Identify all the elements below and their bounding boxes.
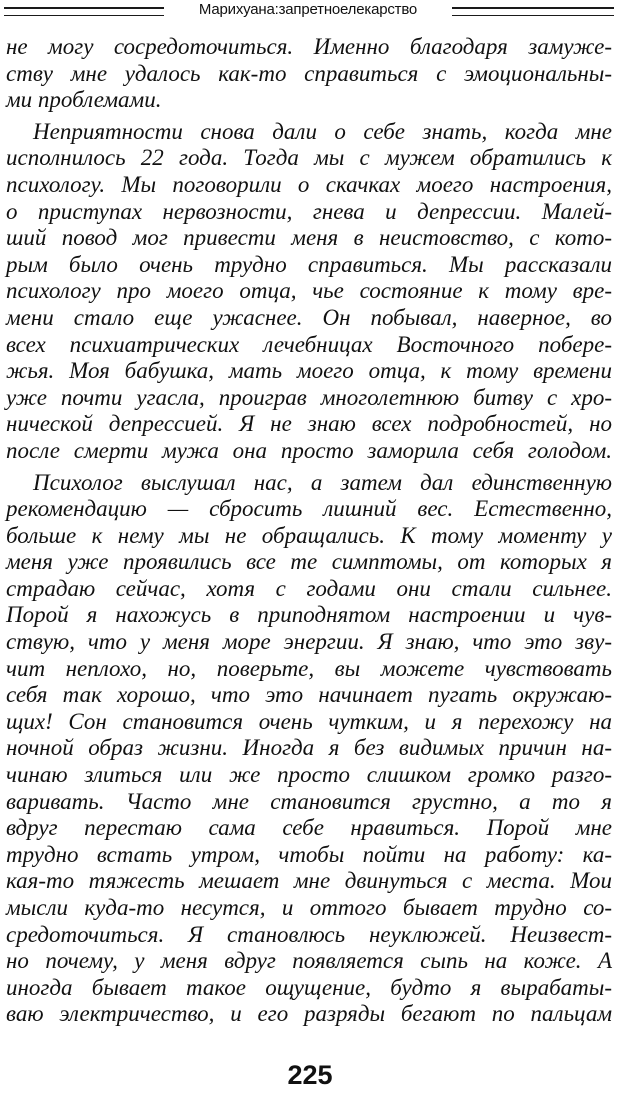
running-title: Марихуана:запретноелекарство	[198, 1, 418, 18]
header-rule-left	[4, 7, 164, 16]
body-text	[6, 34, 612, 1028]
text-line: ству мне удалось как-то справиться с эмоциональны-	[6, 60, 612, 86]
text-line: меня уже проявились все те симптомы, от которых я	[6, 549, 612, 575]
text-line: после смерти мужа она просто заморила себя голодом.	[6, 437, 612, 463]
header-rule-right	[452, 7, 614, 16]
text-line: рекомендацию — сбросить лишний вес. Естественно,	[6, 496, 612, 522]
text-line: мысли куда-то несутся, и оттого бывает трудно со-	[6, 895, 612, 920]
text-line: кая-то тяжесть мешает мне двинуться с места. Мои	[6, 868, 612, 894]
text-line: рым было очень трудно справиться. Мы рассказали	[6, 251, 612, 277]
text-line: больше к нему мы не обращались. К тому моменту у	[6, 522, 612, 548]
text-line: о приступах нервозности, гнева и депрессии. Малей-	[6, 198, 612, 224]
text-line: всех психиатрических лечебницах Восточного побере-	[6, 331, 612, 357]
text-line: чинаю злиться или же просто слишком громко разго-	[6, 762, 612, 788]
text-line: щих! Сон становится очень чутким, и я перехожу на	[6, 708, 612, 734]
paragraph-2	[6, 119, 612, 465]
text-line: Неприятности снова дали о себе знать, когда мне	[33, 118, 612, 144]
text-line: но почему, у меня вдруг появляется сыпь на коже. А	[6, 948, 612, 974]
text-line: вдруг перестаю сама себе нравиться. Порой мне	[6, 815, 612, 841]
text-line: исполнилось 22 года. Тогда мы с мужем обратились к	[6, 145, 612, 171]
text-line: психологу про моего отца, чье состояние к тому вре-	[6, 278, 612, 304]
text-line: иногда бывает такое ощущение, будто я вырабаты-	[6, 974, 612, 1000]
page-header	[0, 0, 620, 26]
text-line: нической депрессией. Я не знаю всех подробностей, но	[6, 411, 612, 437]
text-line: психологу. Мы поговорили о скачках моего настроения,	[6, 171, 612, 197]
paragraph-1	[6, 34, 612, 114]
text-line: Порой я нахожусь в приподнятом настроении и чув-	[6, 602, 612, 628]
text-line: ваю электричество, и его разряды бегают по пальцам	[6, 1001, 612, 1027]
text-line: уже почти угасла, проиграв многолетнюю битву с хро-	[6, 384, 612, 410]
text-line: не могу сосредоточиться. Именно благодаря замуже-	[6, 34, 612, 59]
text-line: варивать. Часто мне становится грустно, а то я	[6, 788, 612, 814]
text-line: жья. Моя бабушка, мать моего отца, к тому времени	[6, 358, 612, 384]
text-line: страдаю сейчас, хотя с годами они стали сильнее.	[6, 575, 612, 601]
text-line: трудно встать утром, чтобы пойти на работу: ка-	[6, 841, 612, 867]
text-line: ствую, что у меня море энергии. Я знаю, что это зву-	[6, 629, 612, 655]
text-line: ночной образ жизни. Иногда я без видимых причин на-	[6, 735, 612, 761]
text-line: мени стало еще ужаснее. Он побывал, наверное, во	[6, 304, 612, 330]
text-line: ший повод мог привести меня в неистовство, с кото-	[6, 225, 612, 251]
text-line: средоточиться. Я становлюсь неуклюжей. Неизвест-	[6, 921, 612, 947]
text-line: Психолог выслушал нас, а затем дал единственную	[33, 469, 612, 495]
text-line: себя так хорошо, что это начинает пугать окружаю-	[6, 682, 612, 708]
text-line: чит неплохо, но, поверьте, вы можете чувствовать	[6, 655, 612, 681]
page-number: 225	[287, 1060, 333, 1090]
paragraph-3	[6, 470, 612, 1028]
text-line: ми проблемами.	[6, 87, 162, 113]
